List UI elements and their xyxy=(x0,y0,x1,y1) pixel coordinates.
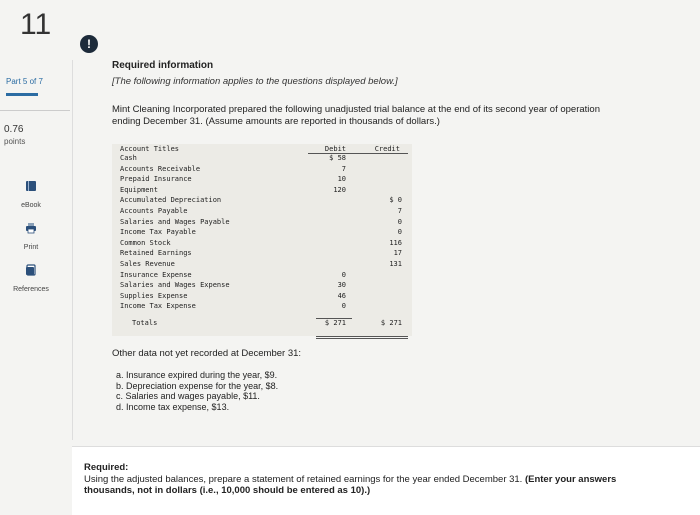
book-icon xyxy=(25,180,37,192)
part-indicator[interactable]: Part 5 of 7 xyxy=(6,77,43,86)
references-label: References xyxy=(13,286,49,293)
debit-amount: 10 xyxy=(337,175,346,184)
intro-line-2: ending December 31. (Assume amounts are reported in thousands of dollars.) xyxy=(112,116,440,127)
account-title: Sales Revenue xyxy=(120,260,175,268)
account-title: Supplies Expense xyxy=(120,291,188,300)
ebook-label: eBook xyxy=(21,202,41,209)
question-number: 11 xyxy=(20,8,52,41)
header-account-titles: Account Titles xyxy=(120,145,180,153)
header-rule xyxy=(308,153,408,154)
account-title: Accounts Payable xyxy=(120,207,188,215)
debit-amount: 46 xyxy=(337,291,346,300)
credit-amount: 0 xyxy=(397,217,402,226)
credit-amount: 0 xyxy=(397,228,402,237)
account-title: Income Tax Expense xyxy=(120,302,196,311)
ebook-button[interactable] xyxy=(0,180,62,212)
account-title: Retained Earnings xyxy=(120,249,192,258)
totals-double-rule xyxy=(316,336,408,337)
debit-subtotal-rule xyxy=(316,318,352,319)
account-title: Salaries and Wages Payable xyxy=(120,217,230,226)
debit-amount: 30 xyxy=(337,281,346,290)
references-icon xyxy=(25,264,37,276)
print-button[interactable] xyxy=(0,222,62,254)
debit-amount: 7 xyxy=(341,164,346,173)
credit-amount: 7 xyxy=(397,207,402,215)
required-label: Required: xyxy=(84,462,129,473)
list-item: d. Income tax expense, $13. xyxy=(116,401,230,412)
credit-amount: 131 xyxy=(389,260,402,268)
instruction-line-2-bold: thousands, not in dollars (i.e., 10,000 should be entered as 10).) xyxy=(84,485,371,496)
required-info-title: Required information xyxy=(112,60,214,71)
account-title: Insurance Expense xyxy=(120,270,192,279)
intro-line-1: Mint Cleaning Incorporated prepared the following unadjusted trial balance at the end of its second year of operation xyxy=(112,104,600,115)
instruction-line-1: Using the adjusted balances, prepare a statement of retained earnings for the year ended December 31. xyxy=(84,474,523,485)
print-icon xyxy=(25,222,37,234)
header-debit: Debit xyxy=(324,145,346,153)
account-title: Equipment xyxy=(120,185,158,194)
account-title: Cash xyxy=(120,154,137,162)
account-title: Accumulated Depreciation xyxy=(120,196,222,205)
totals-double-rule-2 xyxy=(316,338,408,339)
print-label: Print xyxy=(23,244,39,251)
account-title: Salaries and Wages Expense xyxy=(120,281,230,290)
credit-amount: 116 xyxy=(389,238,402,247)
totals-label: Totals xyxy=(132,319,158,327)
points-value: 0.76 xyxy=(4,124,24,135)
points-label: points xyxy=(4,137,26,146)
required-info-note: [The following information applies to the questions displayed below.] xyxy=(112,76,398,87)
debit-amount: 0 xyxy=(341,270,346,279)
account-title: Common Stock xyxy=(120,238,171,247)
credit-amount: 17 xyxy=(393,249,402,258)
list-item: b. Depreciation expense for the year, $8. xyxy=(116,380,279,391)
debit-amount: $ 58 xyxy=(329,154,346,162)
other-data-title: Other data not yet recorded at December 31: xyxy=(112,348,302,359)
header-credit: Credit xyxy=(374,145,400,153)
account-title: Prepaid Insurance xyxy=(120,175,192,184)
part-progress-bar xyxy=(6,93,38,96)
sidebar-vertical-divider xyxy=(72,60,73,440)
intro-text xyxy=(112,104,700,128)
account-title: Income Tax Payable xyxy=(120,228,196,237)
totals-credit: $ 271 xyxy=(380,319,402,327)
list-item: a. Insurance expired during the year, $9. xyxy=(116,370,278,380)
credit-amount: $ 0 xyxy=(389,196,402,205)
instruction-line-1-bold: (Enter your answers xyxy=(524,474,617,485)
references-button[interactable] xyxy=(0,264,62,296)
alert-icon: ! xyxy=(80,35,98,53)
totals-debit: $ 271 xyxy=(324,319,346,327)
required-instruction xyxy=(84,474,700,496)
debit-amount: 0 xyxy=(341,302,346,311)
debit-amount: 120 xyxy=(333,185,346,194)
sidebar-divider xyxy=(0,110,70,111)
account-title: Accounts Receivable xyxy=(120,164,201,173)
list-item: c. Salaries and wages payable, $11. xyxy=(116,391,260,401)
other-data-list xyxy=(116,370,278,412)
